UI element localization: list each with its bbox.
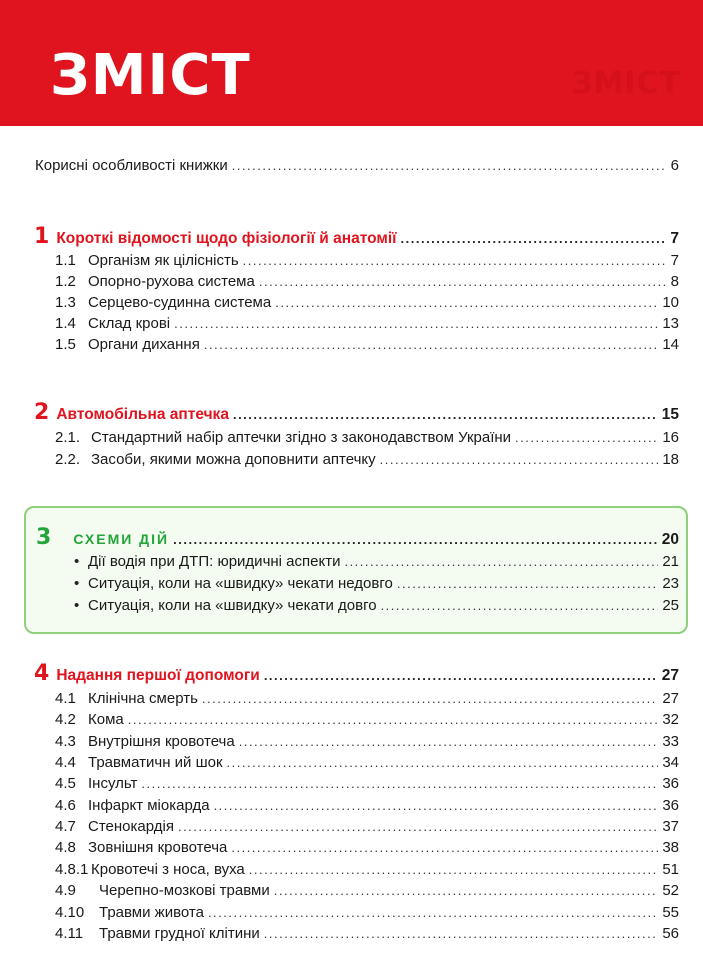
entry-label: Стенокардія [88, 818, 174, 835]
entry-page: 38 [662, 839, 679, 856]
dot-leader [178, 819, 658, 834]
dot-leader [239, 734, 659, 749]
toc-entry-3-3[interactable] [74, 597, 679, 614]
entry-label: Травми живота [99, 904, 204, 921]
entry-page: 16 [662, 429, 679, 446]
toc-entry-1-1[interactable] [55, 252, 679, 269]
section-number: 3 [36, 525, 52, 550]
toc-entry-2-1[interactable] [55, 429, 679, 446]
entry-label: Органи дихання [88, 336, 200, 353]
toc-entry-4-3[interactable] [55, 733, 679, 750]
dot-leader [232, 158, 667, 173]
entry-label: Кома [88, 711, 124, 728]
dot-leader [401, 231, 667, 246]
entry-page: 33 [662, 733, 679, 750]
entry-label: Серцево-судинна система [88, 294, 272, 311]
toc-entry-label: Корисні особливості книжки [35, 157, 228, 174]
entry-page: 52 [662, 882, 679, 899]
entry-number: 4.7 [55, 818, 76, 835]
entry-label: Кровотечі з носа, вуха [91, 861, 245, 878]
toc-entry-2-2[interactable] [55, 451, 679, 468]
toc-section-2[interactable] [34, 400, 679, 425]
toc-entry-4-5[interactable] [55, 775, 679, 792]
entry-page: 13 [662, 315, 679, 332]
section-page: 15 [661, 406, 679, 423]
toc-entry-4-9[interactable] [55, 882, 679, 899]
dot-leader [233, 407, 658, 422]
entry-number: 4.8.1 [55, 861, 89, 878]
section-page: 20 [661, 531, 679, 548]
page-title: ЗМІСТ [50, 43, 251, 108]
entry-number: 1.3 [55, 294, 76, 311]
section-label: Автомобільна аптечка [56, 406, 229, 423]
toc-section-4[interactable] [34, 661, 679, 686]
toc-entry-page: 6 [670, 157, 679, 174]
section-number: 2 [34, 400, 50, 425]
toc-entry-1-3[interactable] [55, 294, 679, 311]
header-ghost-title: ЗМІСТ [571, 66, 681, 101]
entry-number: 4.8 [55, 839, 76, 856]
entry-number: 4.1 [55, 690, 76, 707]
dot-leader [243, 253, 667, 268]
entry-number: 4.2 [55, 711, 76, 728]
entry-label: Ситуація, коли на «швидку» чекати недовго [88, 575, 393, 592]
dot-leader [264, 926, 659, 941]
entry-number: 1.5 [55, 336, 76, 353]
dot-leader [208, 905, 658, 920]
toc-entry-1-4[interactable] [55, 315, 679, 332]
dot-leader [264, 668, 658, 683]
dot-leader [141, 776, 658, 791]
entry-label: Травми грудної клітини [99, 925, 260, 942]
dot-leader [173, 532, 658, 547]
dot-leader [227, 755, 659, 770]
entry-number: 4.6 [55, 797, 76, 814]
entry-page: 14 [662, 336, 679, 353]
entry-label: Черепно-мозкові травми [99, 882, 270, 899]
toc-entry-intro[interactable] [35, 157, 679, 174]
dot-leader [249, 862, 659, 877]
entry-page: 27 [662, 690, 679, 707]
entry-page: 34 [662, 754, 679, 771]
entry-page: 51 [662, 861, 679, 878]
entry-label: Засоби, якими можна доповнити аптечку [91, 451, 376, 468]
entry-page: 18 [662, 451, 679, 468]
entry-number: 4.4 [55, 754, 76, 771]
entry-label: Організм як цілісність [88, 252, 239, 269]
entry-number: 4.10 [55, 904, 85, 921]
toc-entry-4-8-1[interactable] [55, 861, 679, 878]
entry-page: 37 [662, 818, 679, 835]
entry-page: 36 [662, 797, 679, 814]
toc-entry-3-1[interactable] [74, 553, 679, 570]
entry-number: 1.2 [55, 273, 76, 290]
entry-number: 4.5 [55, 775, 76, 792]
bullet-icon: • [74, 575, 80, 592]
entry-page: 23 [662, 575, 679, 592]
dot-leader [381, 598, 659, 613]
toc-entry-3-2[interactable] [74, 575, 679, 592]
dot-leader [515, 430, 658, 445]
section-label: Надання першої допомоги [56, 667, 260, 684]
entry-label: Опорно-рухова система [88, 273, 255, 290]
entry-page: 32 [662, 711, 679, 728]
toc-entry-1-5[interactable] [55, 336, 679, 353]
toc-entry-4-4[interactable] [55, 754, 679, 771]
entry-page: 10 [662, 294, 679, 311]
dot-leader [128, 712, 659, 727]
entry-page: 25 [662, 597, 679, 614]
entry-label: Внутрішня кровотеча [88, 733, 235, 750]
toc-entry-4-7[interactable] [55, 818, 679, 835]
section-number: 4 [34, 661, 50, 686]
dot-leader [275, 295, 658, 310]
entry-label: Інфаркт міокарда [88, 797, 210, 814]
entry-label: Зовнішня кровотеча [88, 839, 228, 856]
dot-leader [259, 274, 667, 289]
section-label: Короткі відомості щодо фізіології й анатомії [56, 230, 397, 247]
toc-entry-4-1[interactable] [55, 690, 679, 707]
entry-page: 7 [670, 252, 679, 269]
header-banner [0, 0, 703, 126]
toc-entry-4-8[interactable] [55, 839, 679, 856]
entry-number: 4.11 [55, 925, 84, 942]
entry-page: 55 [662, 904, 679, 921]
dot-leader [344, 554, 658, 569]
entry-number: 1.1 [55, 252, 76, 269]
entry-number: 2.2. [55, 451, 81, 468]
dot-leader [174, 316, 658, 331]
toc-entry-4-11[interactable] [55, 925, 679, 942]
dot-leader [380, 452, 659, 467]
dot-leader [274, 883, 659, 898]
entry-label: Травматичн ий шок [88, 754, 223, 771]
toc-section-1[interactable] [34, 224, 679, 249]
entry-page: 36 [662, 775, 679, 792]
dot-leader [231, 840, 658, 855]
entry-number: 2.1. [55, 429, 81, 446]
toc-entry-1-2[interactable] [55, 273, 679, 290]
dot-leader [204, 337, 658, 352]
toc-entry-4-6[interactable] [55, 797, 679, 814]
entry-label: Інсульт [88, 775, 138, 792]
dot-leader [397, 576, 658, 591]
bullet-icon: • [74, 597, 80, 614]
entry-number: 4.3 [55, 733, 76, 750]
entry-label: Дії водія при ДТП: юридичні аспекти [88, 553, 341, 570]
section-number: 1 [34, 224, 50, 249]
toc-section-3[interactable] [36, 525, 679, 550]
dot-leader [202, 691, 658, 706]
dot-leader [214, 798, 659, 813]
section-page: 27 [661, 667, 679, 684]
entry-page: 56 [662, 925, 679, 942]
entry-label: Ситуація, коли на «швидку» чекати довго [88, 597, 377, 614]
entry-number: 4.9 [55, 882, 76, 899]
entry-label: Склад крові [88, 315, 171, 332]
entry-label: Стандартний набір аптечки згідно з законодавством України [91, 429, 512, 446]
bullet-icon: • [74, 553, 80, 570]
entry-label: Клінічна смерть [88, 690, 198, 707]
toc-entry-4-10[interactable] [55, 904, 679, 921]
entry-page: 21 [662, 553, 679, 570]
section-label: СХЕМИ ДІЙ [73, 531, 170, 547]
entry-number: 1.4 [55, 315, 76, 332]
toc-entry-4-2[interactable] [55, 711, 679, 728]
section-page: 7 [670, 230, 679, 247]
entry-page: 8 [670, 273, 679, 290]
